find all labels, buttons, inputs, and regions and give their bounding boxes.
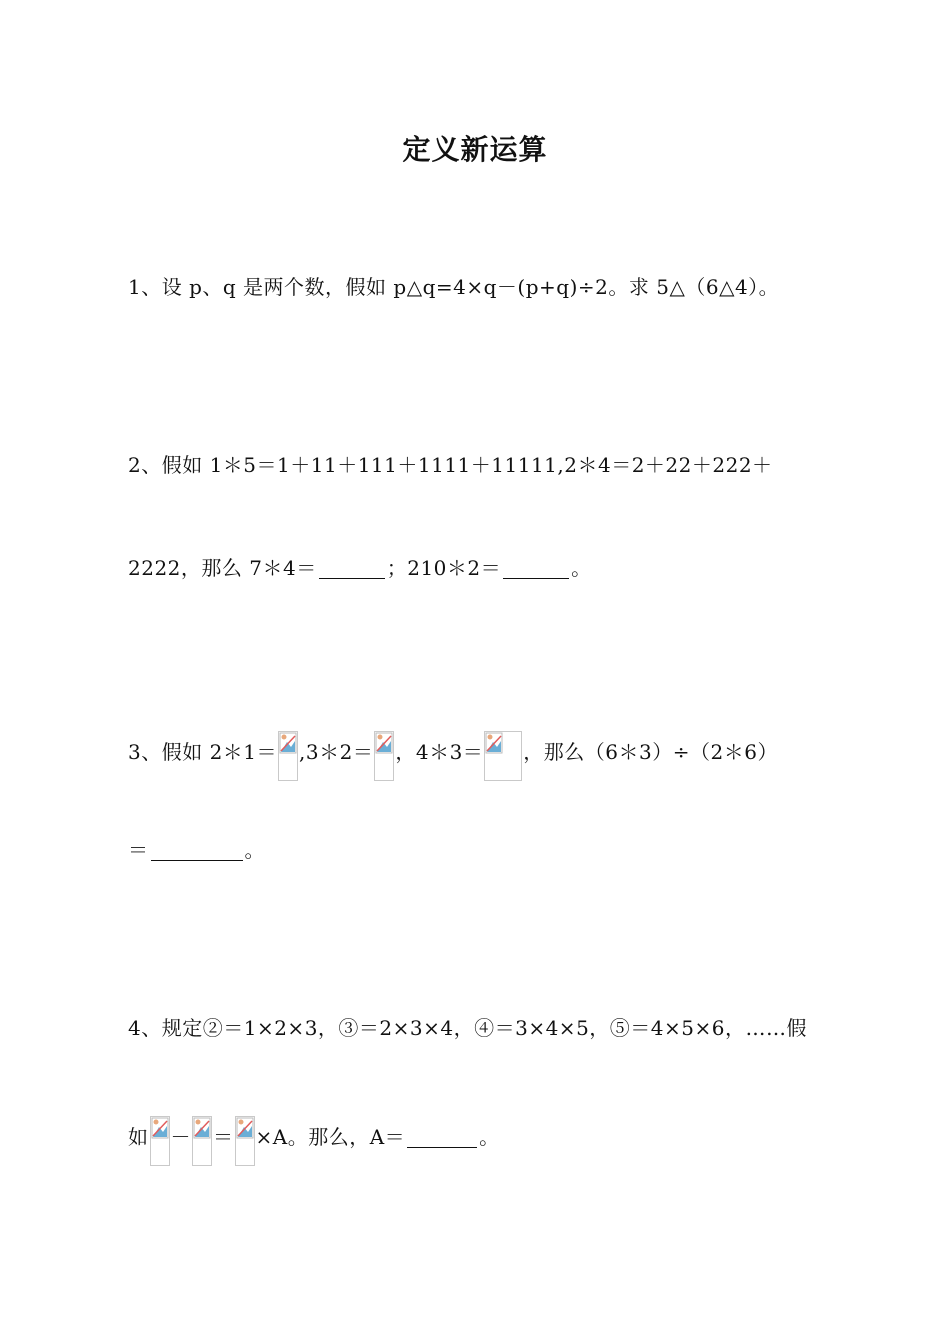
question-3-text-f: 。 xyxy=(244,838,265,862)
question-3-line-2 xyxy=(128,835,265,865)
question-3-text-c: ，4＊3＝ xyxy=(395,740,484,764)
question-2-line-1: 2、假如 1＊5＝1＋11＋111＋1111＋11111,2＊4＝2＋22＋222＋ xyxy=(128,453,773,477)
answer-blank[interactable] xyxy=(151,840,243,861)
question-4-line-1: 4、规定②＝1×2×3，③＝2×3×4，④＝3×4×5，⑤＝4×5×6，……假 xyxy=(128,1016,807,1040)
page-title: 定义新运算 xyxy=(402,133,548,166)
question-4-text-d: ×A。那么，A＝ xyxy=(255,1125,406,1149)
broken-image-icon xyxy=(374,731,394,781)
question-4-text-c: ＝ xyxy=(213,1125,234,1149)
broken-image-icon xyxy=(192,1116,212,1166)
broken-image-icon xyxy=(150,1116,170,1166)
question-2-line-2 xyxy=(128,553,592,583)
question-4-text-a: 如 xyxy=(128,1125,149,1149)
broken-image-icon xyxy=(484,731,522,781)
question-2-text-b: ；210＊2＝ xyxy=(386,556,502,580)
question-4-text-e: 。 xyxy=(479,1125,500,1149)
answer-blank[interactable] xyxy=(319,558,385,579)
broken-image-icon xyxy=(235,1116,255,1166)
question-2-text-c: 。 xyxy=(571,556,592,580)
question-2-text-a: 2222，那么 7＊4＝ xyxy=(128,556,317,580)
question-4-line-2 xyxy=(128,1116,500,1166)
question-3-text-d: ，那么（6＊3）÷（2＊6） xyxy=(523,740,778,764)
question-3-text-b: ,3＊2＝ xyxy=(299,740,374,764)
answer-blank[interactable] xyxy=(503,558,569,579)
question-4-text-b: － xyxy=(170,1125,191,1149)
question-1: 1、设 p、q 是两个数，假如 p△q=4×q－(p+q)÷2。求 5△（6△4）。 xyxy=(128,275,780,299)
answer-blank[interactable] xyxy=(407,1127,477,1148)
question-3-text-a: 3、假如 2＊1＝ xyxy=(128,740,278,764)
question-3-text-e: ＝ xyxy=(128,838,149,862)
broken-image-icon xyxy=(278,731,298,781)
question-3-line-1 xyxy=(128,731,778,781)
